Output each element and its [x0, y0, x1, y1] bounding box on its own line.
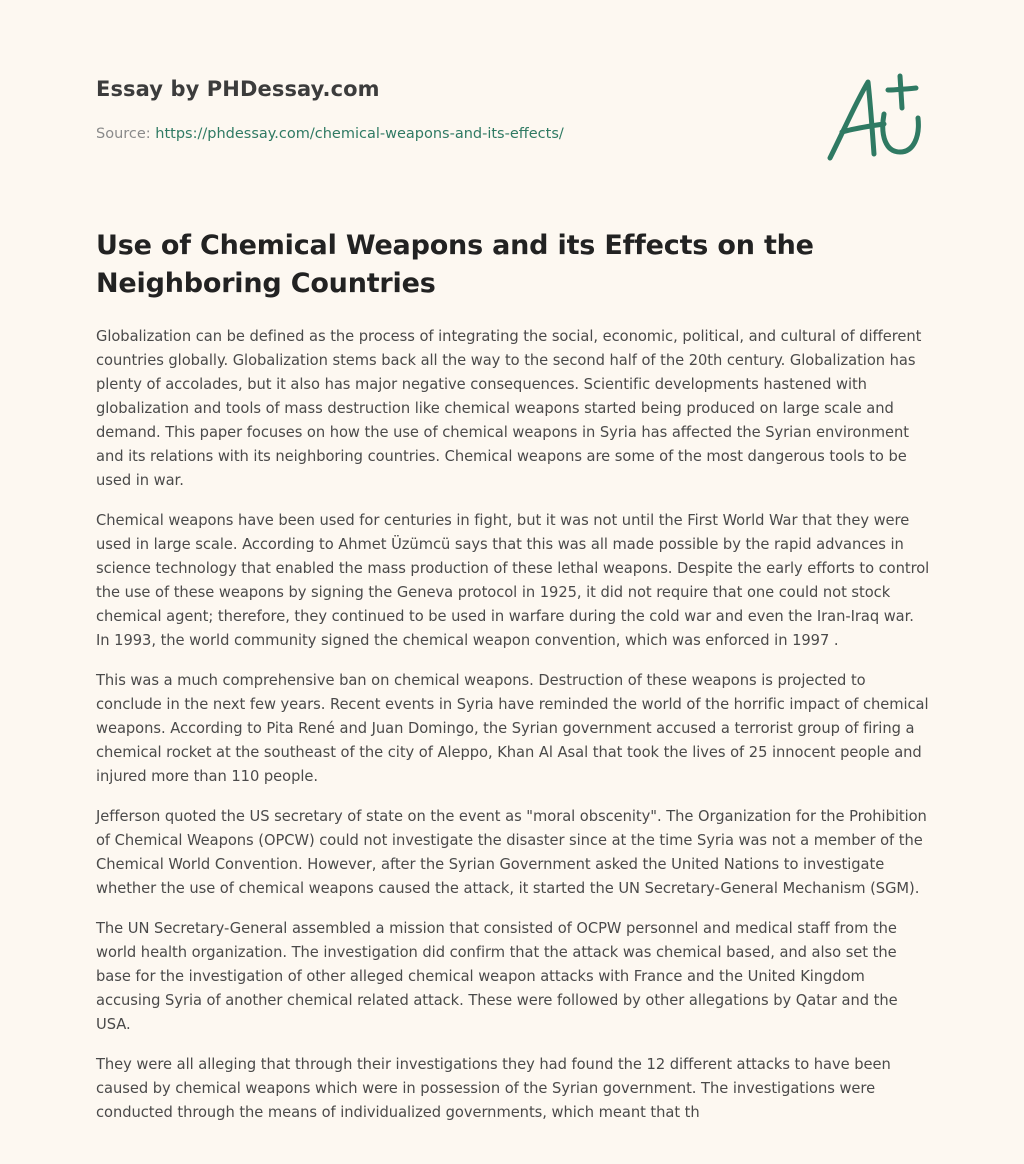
essay-title: Use of Chemical Weapons and its Effects on the Neighboring Countries — [96, 230, 814, 299]
source-label: Source: — [96, 126, 156, 142]
source-link[interactable]: https://phdessay.com/chemical-weapons-and-its-effects/ — [155, 126, 564, 142]
essay-paragraph: This was a much comprehensive ban on chemical weapons. Destruction of these weapons is projected to conclude in the next few years. Recent events in Syria have reminded the world of the horrific impact of chemical weapons. According to Pita René and Juan Domingo, the Syrian government accused a terrorist group of firing a chemical rocket at the southeast of the city of Aleppo, Khan Al Asal that took the lives of 25 innocent people and injured more than 110 people. — [96, 672, 929, 785]
essay-paragraph: Globalization can be defined as the process of integrating the social, economic, political, and cultural of different countries globally. Globalization stems back all the way to the second half of the 20th century. Globalization has plenty of accolades, but it also has major negative consequences. Scientific developments hastened with globalization and tools of mass destruction like chemical weapons started being produced on large scale and demand. This paper focuses on how the use of chemical weapons in Syria has affected the Syrian environment and its relations with its neighboring countries. Chemical weapons are some of the most dangerous tools to be used in war. — [96, 328, 922, 489]
essay-paragraph: Jefferson quoted the US secretary of state on the event as "moral obscenity". The Organization for the Prohibition of Chemical Weapons (OPCW) could not investigate the disaster since at the time Syria was not a member of the Chemical World Convention. However, after the Syrian Government asked the United Nations to investigate whether the use of chemical weapons caused the attack, it started the UN Secretary-General Mechanism (SGM). — [96, 808, 927, 897]
essay-paragraph: They were all alleging that through their investigations they had found the 12 different attacks to have been caused by chemical weapons which were in possession of the Syrian government. The investigations were conducted through the means of individualized governments, which meant that th — [96, 1056, 891, 1121]
essay-paragraph: Chemical weapons have been used for centuries in fight, but it was not until the First World War that they were used in large scale. According to Ahmet Üzümcü says that this was all made possible by the rapid advances in science technology that enabled the mass production of these lethal weapons. Despite the early efforts to control the use of these weapons by signing the Geneva protocol in 1925, it did not require that one could not stock chemical agent; therefore, they continued to be used in warfare during the cold war and even the Iran-Iraq war. In 1993, the world community signed the chemical weapon convention, which was enforced in 1997 . — [96, 512, 930, 649]
essay-paragraph: The UN Secretary-General assembled a mission that consisted of OCPW personnel and medical staff from the world health organization. The investigation did confirm that the attack was chemical based, and also set the base for the investigation of other alleged chemical weapon attacks with France and the United Kingdom accusing Syria of another chemical related attack. These were followed by other allegations by Qatar and the USA. — [96, 920, 898, 1033]
page-header — [96, 74, 796, 144]
a-plus-logo-icon — [822, 70, 926, 166]
source-line — [96, 124, 796, 144]
site-title: Essay by PHDessay.com — [96, 77, 380, 101]
essay-body — [96, 325, 932, 1141]
